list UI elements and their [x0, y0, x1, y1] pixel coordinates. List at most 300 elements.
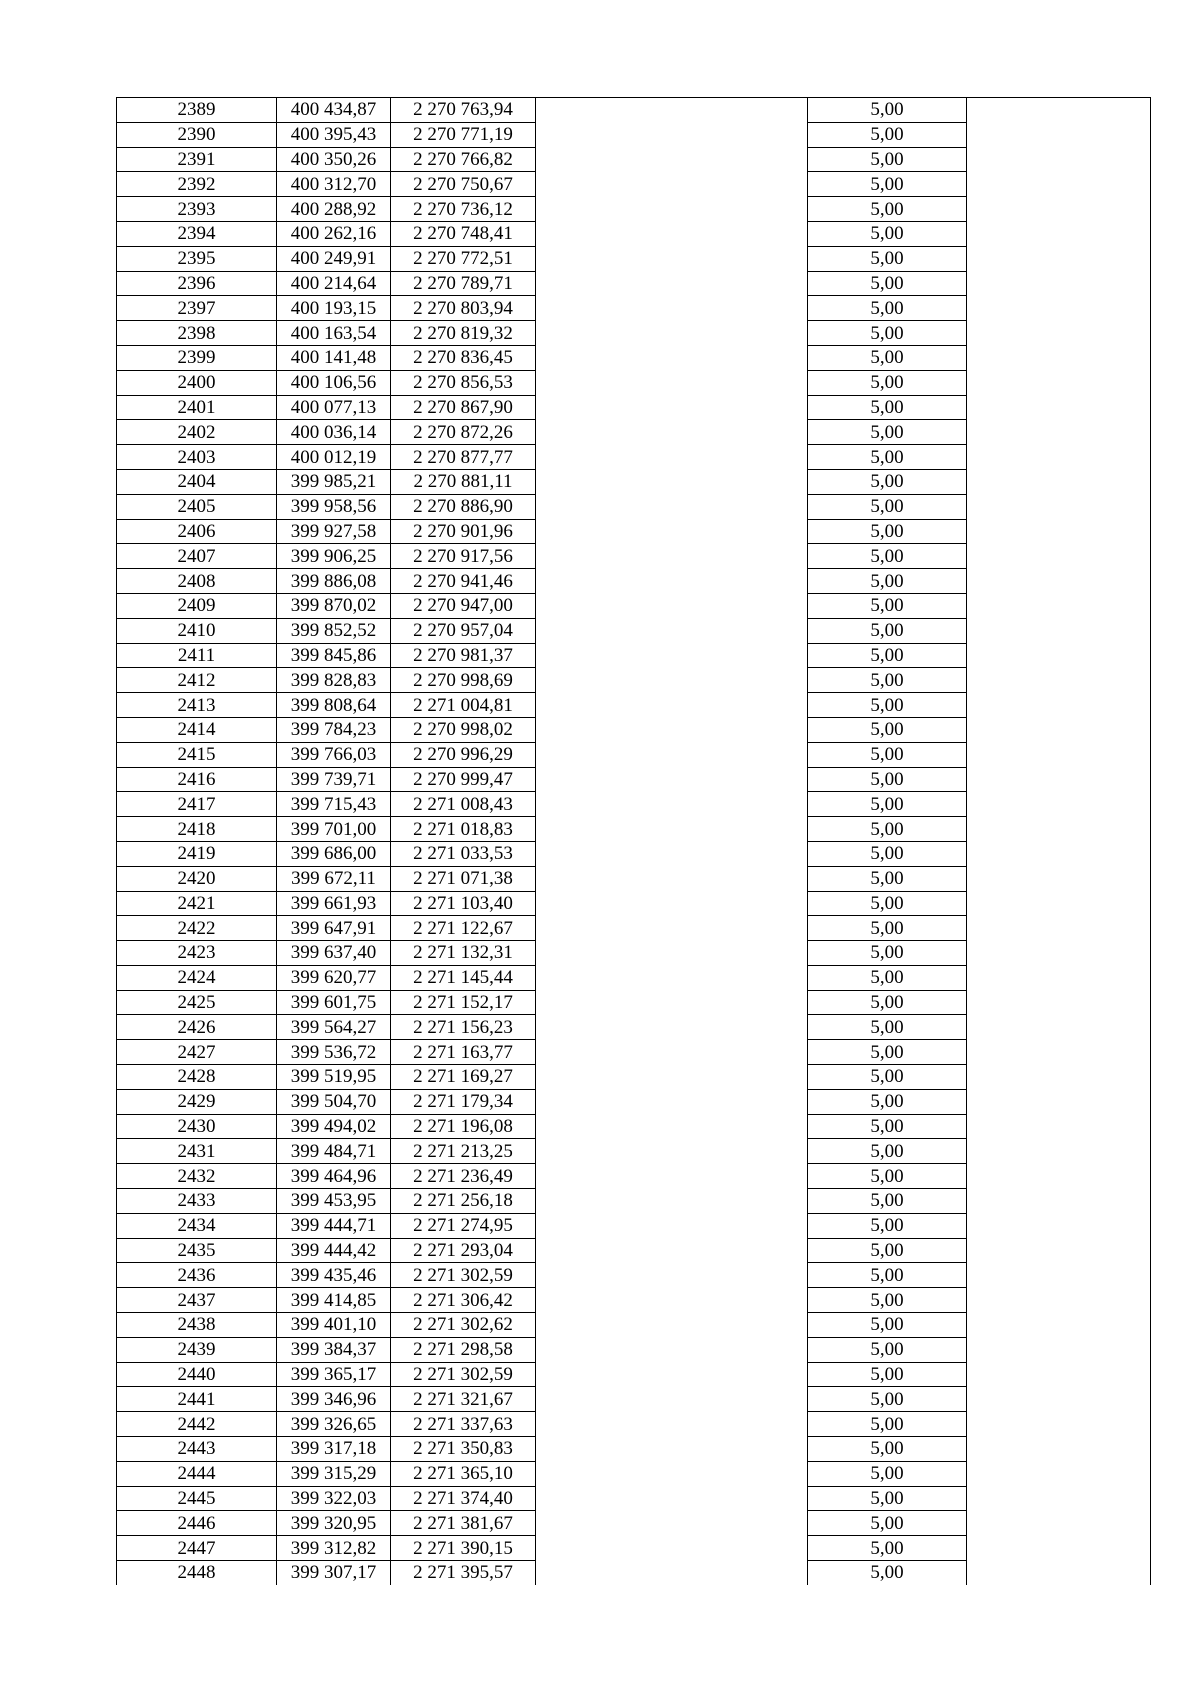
cell-x-coordinate: 400 141,48: [277, 345, 391, 370]
cell-value: 5,00: [808, 1065, 967, 1090]
cell-y-coordinate: 2 271 008,43: [391, 792, 536, 817]
table-row: [117, 866, 1151, 891]
cell-x-coordinate: 399 715,43: [277, 792, 391, 817]
cell-y-coordinate: 2 271 274,95: [391, 1213, 536, 1238]
cell-point-number: 2413: [117, 693, 277, 718]
cell-y-coordinate: 2 270 766,82: [391, 147, 536, 172]
cell-extra: [967, 618, 1151, 643]
cell-empty: [536, 891, 808, 916]
table-row: [117, 668, 1151, 693]
cell-extra: [967, 1486, 1151, 1511]
cell-value: 5,00: [808, 246, 967, 271]
cell-point-number: 2393: [117, 197, 277, 222]
cell-extra: [967, 1263, 1151, 1288]
cell-x-coordinate: 400 077,13: [277, 395, 391, 420]
cell-extra: [967, 469, 1151, 494]
table-row: [117, 445, 1151, 470]
cell-extra: [967, 941, 1151, 966]
cell-x-coordinate: 399 886,08: [277, 569, 391, 594]
cell-y-coordinate: 2 271 302,59: [391, 1362, 536, 1387]
cell-extra: [967, 1511, 1151, 1536]
cell-extra: [967, 1337, 1151, 1362]
table-row: [117, 1288, 1151, 1313]
cell-y-coordinate: 2 271 179,34: [391, 1089, 536, 1114]
cell-empty: [536, 122, 808, 147]
cell-empty: [536, 693, 808, 718]
table-row: [117, 569, 1151, 594]
table-row: [117, 1015, 1151, 1040]
cell-empty: [536, 246, 808, 271]
table-row: [117, 370, 1151, 395]
cell-empty: [536, 1263, 808, 1288]
cell-value: 5,00: [808, 122, 967, 147]
cell-value: 5,00: [808, 445, 967, 470]
cell-x-coordinate: 400 249,91: [277, 246, 391, 271]
cell-value: 5,00: [808, 1461, 967, 1486]
cell-y-coordinate: 2 271 390,15: [391, 1536, 536, 1561]
cell-y-coordinate: 2 270 867,90: [391, 395, 536, 420]
cell-extra: [967, 345, 1151, 370]
cell-point-number: 2390: [117, 122, 277, 147]
cell-empty: [536, 1288, 808, 1313]
cell-extra: [967, 296, 1151, 321]
cell-value: 5,00: [808, 767, 967, 792]
cell-value: 5,00: [808, 370, 967, 395]
cell-x-coordinate: 400 012,19: [277, 445, 391, 470]
cell-y-coordinate: 2 271 103,40: [391, 891, 536, 916]
cell-x-coordinate: 400 350,26: [277, 147, 391, 172]
cell-x-coordinate: 399 870,02: [277, 593, 391, 618]
cell-value: 5,00: [808, 841, 967, 866]
cell-extra: [967, 321, 1151, 346]
coordinates-table: [116, 97, 1151, 1585]
cell-empty: [536, 1238, 808, 1263]
cell-empty: [536, 792, 808, 817]
cell-empty: [536, 1437, 808, 1462]
table-row: [117, 1089, 1151, 1114]
table-row: [117, 395, 1151, 420]
cell-point-number: 2436: [117, 1263, 277, 1288]
cell-point-number: 2425: [117, 990, 277, 1015]
cell-y-coordinate: 2 270 771,19: [391, 122, 536, 147]
cell-extra: [967, 271, 1151, 296]
cell-point-number: 2409: [117, 593, 277, 618]
table-row: [117, 1536, 1151, 1561]
cell-x-coordinate: 399 365,17: [277, 1362, 391, 1387]
cell-point-number: 2423: [117, 941, 277, 966]
cell-value: 5,00: [808, 1139, 967, 1164]
cell-y-coordinate: 2 270 763,94: [391, 98, 536, 123]
cell-y-coordinate: 2 271 381,67: [391, 1511, 536, 1536]
cell-x-coordinate: 399 346,96: [277, 1387, 391, 1412]
cell-x-coordinate: 399 315,29: [277, 1461, 391, 1486]
cell-value: 5,00: [808, 593, 967, 618]
cell-extra: [967, 122, 1151, 147]
table-row: [117, 618, 1151, 643]
cell-x-coordinate: 399 808,64: [277, 693, 391, 718]
cell-value: 5,00: [808, 1288, 967, 1313]
table-row: [117, 817, 1151, 842]
cell-y-coordinate: 2 271 306,42: [391, 1288, 536, 1313]
cell-y-coordinate: 2 271 122,67: [391, 916, 536, 941]
cell-empty: [536, 1164, 808, 1189]
cell-point-number: 2404: [117, 469, 277, 494]
cell-value: 5,00: [808, 1040, 967, 1065]
cell-value: 5,00: [808, 1437, 967, 1462]
cell-point-number: 2398: [117, 321, 277, 346]
cell-point-number: 2418: [117, 817, 277, 842]
table-row: [117, 122, 1151, 147]
cell-extra: [967, 965, 1151, 990]
cell-x-coordinate: 400 434,87: [277, 98, 391, 123]
table-row: [117, 1139, 1151, 1164]
cell-y-coordinate: 2 270 736,12: [391, 197, 536, 222]
cell-x-coordinate: 399 320,95: [277, 1511, 391, 1536]
cell-y-coordinate: 2 270 999,47: [391, 767, 536, 792]
cell-point-number: 2442: [117, 1412, 277, 1437]
cell-point-number: 2438: [117, 1313, 277, 1338]
cell-value: 5,00: [808, 866, 967, 891]
cell-value: 5,00: [808, 1213, 967, 1238]
cell-point-number: 2434: [117, 1213, 277, 1238]
cell-value: 5,00: [808, 569, 967, 594]
cell-point-number: 2399: [117, 345, 277, 370]
cell-value: 5,00: [808, 618, 967, 643]
cell-point-number: 2445: [117, 1486, 277, 1511]
cell-point-number: 2405: [117, 494, 277, 519]
cell-extra: [967, 519, 1151, 544]
cell-extra: [967, 693, 1151, 718]
cell-x-coordinate: 399 464,96: [277, 1164, 391, 1189]
cell-empty: [536, 916, 808, 941]
cell-empty: [536, 841, 808, 866]
cell-value: 5,00: [808, 941, 967, 966]
table-row: [117, 1486, 1151, 1511]
cell-y-coordinate: 2 271 293,04: [391, 1238, 536, 1263]
cell-x-coordinate: 399 519,95: [277, 1065, 391, 1090]
cell-point-number: 2397: [117, 296, 277, 321]
cell-x-coordinate: 400 036,14: [277, 420, 391, 445]
cell-x-coordinate: 399 484,71: [277, 1139, 391, 1164]
cell-y-coordinate: 2 271 033,53: [391, 841, 536, 866]
cell-x-coordinate: 399 326,65: [277, 1412, 391, 1437]
cell-y-coordinate: 2 271 152,17: [391, 990, 536, 1015]
cell-x-coordinate: 399 784,23: [277, 717, 391, 742]
cell-extra: [967, 1213, 1151, 1238]
cell-extra: [967, 841, 1151, 866]
cell-value: 5,00: [808, 668, 967, 693]
cell-x-coordinate: 399 414,85: [277, 1288, 391, 1313]
cell-x-coordinate: 399 927,58: [277, 519, 391, 544]
table-row: [117, 1313, 1151, 1338]
cell-empty: [536, 147, 808, 172]
table-row: [117, 1511, 1151, 1536]
cell-y-coordinate: 2 270 917,56: [391, 544, 536, 569]
cell-empty: [536, 1089, 808, 1114]
cell-extra: [967, 1015, 1151, 1040]
cell-empty: [536, 469, 808, 494]
cell-value: 5,00: [808, 1412, 967, 1437]
cell-y-coordinate: 2 270 748,41: [391, 221, 536, 246]
cell-extra: [967, 172, 1151, 197]
cell-x-coordinate: 399 828,83: [277, 668, 391, 693]
cell-value: 5,00: [808, 693, 967, 718]
cell-value: 5,00: [808, 1511, 967, 1536]
cell-point-number: 2441: [117, 1387, 277, 1412]
cell-point-number: 2448: [117, 1561, 277, 1585]
cell-value: 5,00: [808, 1561, 967, 1585]
table-row: [117, 345, 1151, 370]
table-row: [117, 1065, 1151, 1090]
cell-empty: [536, 643, 808, 668]
table-row: [117, 693, 1151, 718]
cell-empty: [536, 420, 808, 445]
cell-y-coordinate: 2 270 789,71: [391, 271, 536, 296]
cell-x-coordinate: 399 504,70: [277, 1089, 391, 1114]
table-row: [117, 1040, 1151, 1065]
cell-x-coordinate: 400 312,70: [277, 172, 391, 197]
cell-x-coordinate: 399 852,52: [277, 618, 391, 643]
cell-extra: [967, 1561, 1151, 1585]
cell-x-coordinate: 399 536,72: [277, 1040, 391, 1065]
cell-y-coordinate: 2 270 886,90: [391, 494, 536, 519]
cell-value: 5,00: [808, 717, 967, 742]
cell-extra: [967, 1313, 1151, 1338]
table-row: [117, 1263, 1151, 1288]
cell-empty: [536, 1412, 808, 1437]
table-row: [117, 271, 1151, 296]
cell-y-coordinate: 2 271 302,59: [391, 1263, 536, 1288]
cell-y-coordinate: 2 271 213,25: [391, 1139, 536, 1164]
cell-y-coordinate: 2 270 772,51: [391, 246, 536, 271]
cell-value: 5,00: [808, 817, 967, 842]
cell-point-number: 2419: [117, 841, 277, 866]
table-row: [117, 296, 1151, 321]
cell-extra: [967, 1461, 1151, 1486]
cell-y-coordinate: 2 271 004,81: [391, 693, 536, 718]
cell-empty: [536, 1313, 808, 1338]
cell-x-coordinate: 399 739,71: [277, 767, 391, 792]
cell-empty: [536, 1536, 808, 1561]
cell-value: 5,00: [808, 147, 967, 172]
cell-y-coordinate: 2 271 145,44: [391, 965, 536, 990]
cell-empty: [536, 593, 808, 618]
table-body: [117, 98, 1151, 1585]
cell-extra: [967, 1362, 1151, 1387]
cell-extra: [967, 494, 1151, 519]
cell-value: 5,00: [808, 1337, 967, 1362]
cell-empty: [536, 866, 808, 891]
cell-y-coordinate: 2 271 337,63: [391, 1412, 536, 1437]
cell-point-number: 2429: [117, 1089, 277, 1114]
cell-point-number: 2443: [117, 1437, 277, 1462]
cell-value: 5,00: [808, 494, 967, 519]
table-row: [117, 1238, 1151, 1263]
cell-point-number: 2415: [117, 742, 277, 767]
cell-empty: [536, 271, 808, 296]
cell-x-coordinate: 399 906,25: [277, 544, 391, 569]
table-row: [117, 841, 1151, 866]
cell-extra: [967, 668, 1151, 693]
cell-value: 5,00: [808, 1089, 967, 1114]
cell-x-coordinate: 399 766,03: [277, 742, 391, 767]
cell-empty: [536, 221, 808, 246]
cell-point-number: 2401: [117, 395, 277, 420]
cell-extra: [967, 1288, 1151, 1313]
cell-x-coordinate: 399 444,42: [277, 1238, 391, 1263]
cell-extra: [967, 1139, 1151, 1164]
cell-point-number: 2444: [117, 1461, 277, 1486]
cell-y-coordinate: 2 271 298,58: [391, 1337, 536, 1362]
cell-point-number: 2416: [117, 767, 277, 792]
cell-value: 5,00: [808, 172, 967, 197]
cell-point-number: 2440: [117, 1362, 277, 1387]
cell-x-coordinate: 400 395,43: [277, 122, 391, 147]
cell-x-coordinate: 399 601,75: [277, 990, 391, 1015]
cell-y-coordinate: 2 270 872,26: [391, 420, 536, 445]
cell-empty: [536, 1561, 808, 1585]
cell-x-coordinate: 399 958,56: [277, 494, 391, 519]
cell-point-number: 2414: [117, 717, 277, 742]
table-row: [117, 1337, 1151, 1362]
cell-y-coordinate: 2 271 196,08: [391, 1114, 536, 1139]
cell-x-coordinate: 399 435,46: [277, 1263, 391, 1288]
cell-y-coordinate: 2 270 836,45: [391, 345, 536, 370]
cell-value: 5,00: [808, 98, 967, 123]
table-row: [117, 246, 1151, 271]
cell-point-number: 2433: [117, 1189, 277, 1214]
cell-point-number: 2411: [117, 643, 277, 668]
cell-empty: [536, 494, 808, 519]
cell-value: 5,00: [808, 1387, 967, 1412]
cell-extra: [967, 1238, 1151, 1263]
cell-empty: [536, 1189, 808, 1214]
cell-empty: [536, 519, 808, 544]
cell-extra: [967, 990, 1151, 1015]
cell-value: 5,00: [808, 1189, 967, 1214]
cell-value: 5,00: [808, 469, 967, 494]
cell-extra: [967, 1536, 1151, 1561]
cell-extra: [967, 420, 1151, 445]
cell-value: 5,00: [808, 1362, 967, 1387]
cell-x-coordinate: 399 453,95: [277, 1189, 391, 1214]
table-row: [117, 469, 1151, 494]
cell-point-number: 2408: [117, 569, 277, 594]
table-row: [117, 1387, 1151, 1412]
cell-x-coordinate: 399 661,93: [277, 891, 391, 916]
cell-extra: [967, 891, 1151, 916]
cell-extra: [967, 544, 1151, 569]
cell-x-coordinate: 399 985,21: [277, 469, 391, 494]
cell-y-coordinate: 2 270 750,67: [391, 172, 536, 197]
cell-empty: [536, 941, 808, 966]
cell-point-number: 2447: [117, 1536, 277, 1561]
cell-empty: [536, 1213, 808, 1238]
cell-extra: [967, 1437, 1151, 1462]
cell-y-coordinate: 2 271 132,31: [391, 941, 536, 966]
cell-empty: [536, 1461, 808, 1486]
cell-value: 5,00: [808, 1015, 967, 1040]
table-row: [117, 593, 1151, 618]
cell-x-coordinate: 399 647,91: [277, 916, 391, 941]
cell-point-number: 2417: [117, 792, 277, 817]
cell-extra: [967, 593, 1151, 618]
cell-extra: [967, 1387, 1151, 1412]
cell-empty: [536, 965, 808, 990]
cell-extra: [967, 792, 1151, 817]
cell-empty: [536, 990, 808, 1015]
cell-empty: [536, 98, 808, 123]
table-row: [117, 221, 1151, 246]
table-row: [117, 197, 1151, 222]
cell-x-coordinate: 399 564,27: [277, 1015, 391, 1040]
cell-x-coordinate: 399 494,02: [277, 1114, 391, 1139]
cell-x-coordinate: 400 163,54: [277, 321, 391, 346]
cell-empty: [536, 296, 808, 321]
cell-x-coordinate: 399 845,86: [277, 643, 391, 668]
cell-y-coordinate: 2 271 163,77: [391, 1040, 536, 1065]
cell-x-coordinate: 399 317,18: [277, 1437, 391, 1462]
cell-extra: [967, 395, 1151, 420]
cell-empty: [536, 767, 808, 792]
cell-value: 5,00: [808, 792, 967, 817]
cell-empty: [536, 1337, 808, 1362]
cell-value: 5,00: [808, 345, 967, 370]
cell-extra: [967, 445, 1151, 470]
cell-extra: [967, 1164, 1151, 1189]
cell-x-coordinate: 399 312,82: [277, 1536, 391, 1561]
table-row: [117, 494, 1151, 519]
cell-extra: [967, 98, 1151, 123]
cell-x-coordinate: 399 701,00: [277, 817, 391, 842]
cell-point-number: 2430: [117, 1114, 277, 1139]
cell-point-number: 2420: [117, 866, 277, 891]
table-row: [117, 420, 1151, 445]
cell-extra: [967, 246, 1151, 271]
cell-empty: [536, 1387, 808, 1412]
table-row: [117, 941, 1151, 966]
cell-point-number: 2437: [117, 1288, 277, 1313]
cell-y-coordinate: 2 271 169,27: [391, 1065, 536, 1090]
cell-x-coordinate: 399 637,40: [277, 941, 391, 966]
cell-empty: [536, 172, 808, 197]
cell-y-coordinate: 2 271 350,83: [391, 1437, 536, 1462]
table-row: [117, 643, 1151, 668]
table-row: [117, 717, 1151, 742]
table-row: [117, 172, 1151, 197]
cell-point-number: 2403: [117, 445, 277, 470]
cell-point-number: 2427: [117, 1040, 277, 1065]
cell-extra: [967, 717, 1151, 742]
cell-y-coordinate: 2 271 071,38: [391, 866, 536, 891]
cell-point-number: 2439: [117, 1337, 277, 1362]
table-row: [117, 792, 1151, 817]
cell-value: 5,00: [808, 1114, 967, 1139]
cell-extra: [967, 1065, 1151, 1090]
table-row: [117, 1461, 1151, 1486]
cell-value: 5,00: [808, 519, 967, 544]
cell-y-coordinate: 2 270 941,46: [391, 569, 536, 594]
cell-empty: [536, 544, 808, 569]
cell-point-number: 2424: [117, 965, 277, 990]
cell-y-coordinate: 2 270 981,37: [391, 643, 536, 668]
cell-point-number: 2446: [117, 1511, 277, 1536]
cell-empty: [536, 197, 808, 222]
cell-empty: [536, 395, 808, 420]
cell-point-number: 2431: [117, 1139, 277, 1164]
cell-extra: [967, 916, 1151, 941]
cell-value: 5,00: [808, 296, 967, 321]
